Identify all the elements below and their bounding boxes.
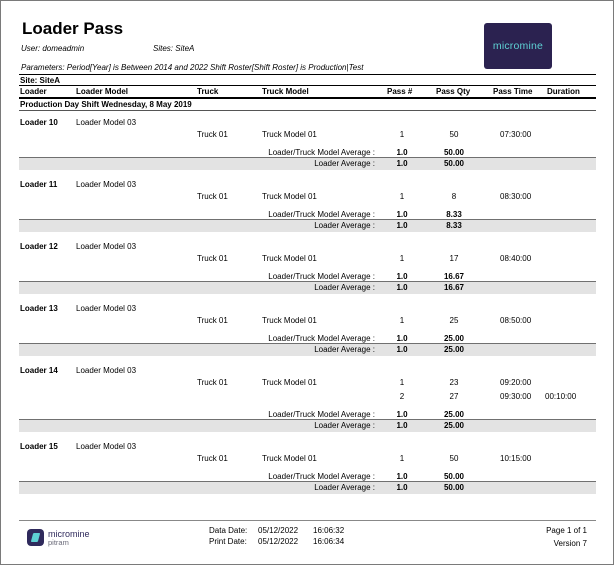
pass-number: 1 (399, 316, 405, 325)
col-header-truck: Truck (197, 87, 219, 96)
truck-model: Truck Model 01 (262, 254, 317, 263)
pass-qty: 17 (449, 254, 459, 263)
loader-name: Loader 12 (20, 242, 58, 251)
pass-number: 1 (399, 454, 405, 463)
model-average-label: Loader/Truck Model Average : (268, 210, 375, 219)
loader-average-qty: 25.00 (443, 421, 465, 430)
loader-average-label: Loader Average : (314, 159, 375, 168)
loader-model: Loader Model 03 (76, 442, 137, 451)
model-average-pass-no: 1.0 (396, 410, 408, 419)
truck-model: Truck Model 01 (262, 130, 317, 139)
col-header-pass-no: Pass # (387, 87, 413, 96)
model-average-pass-no: 1.0 (396, 334, 408, 343)
truck-name: Truck 01 (197, 378, 228, 387)
footer-brand: micromine (48, 529, 90, 539)
model-average-pass-no: 1.0 (396, 472, 408, 481)
col-header-loader: Loader (20, 87, 47, 96)
col-header-loader-model: Loader Model (76, 87, 129, 96)
loader-model: Loader Model 03 (76, 366, 137, 375)
micromine-pitram-logo-icon (27, 529, 44, 546)
pass-qty: 27 (449, 392, 459, 401)
data-time: 16:06:32 (313, 526, 345, 535)
model-average-qty: 16.67 (443, 272, 465, 281)
model-average-qty: 50.00 (443, 148, 465, 157)
model-average-label: Loader/Truck Model Average : (268, 272, 375, 281)
pass-qty: 23 (449, 378, 459, 387)
loader-average-pass-no: 1.0 (396, 159, 408, 168)
model-average-label: Loader/Truck Model Average : (268, 148, 375, 157)
loader-name: Loader 14 (20, 366, 58, 375)
divider (19, 74, 596, 75)
data-date: 05/12/2022 (258, 526, 299, 535)
col-header-duration: Duration (547, 87, 580, 96)
print-time: 16:06:34 (313, 537, 345, 546)
pass-number: 1 (399, 130, 405, 139)
truck-name: Truck 01 (197, 192, 228, 201)
header-bottom-rule (19, 97, 596, 99)
loader-average-pass-no: 1.0 (396, 345, 408, 354)
pass-time: 08:50:00 (500, 316, 532, 325)
data-date-label: Data Date: (209, 526, 248, 535)
pass-duration: 00:10:00 (545, 392, 577, 401)
loader-average-pass-no: 1.0 (396, 283, 408, 292)
col-header-pass-qty: Pass Qty (436, 87, 471, 96)
pass-number: 1 (399, 192, 405, 201)
loader-model: Loader Model 03 (76, 242, 137, 251)
loader-model: Loader Model 03 (76, 304, 137, 313)
model-average-label: Loader/Truck Model Average : (268, 410, 375, 419)
model-average-qty: 25.00 (443, 410, 465, 419)
loader-average-qty: 16.67 (443, 283, 465, 292)
loader-average-qty: 50.00 (443, 159, 465, 168)
loader-name: Loader 11 (20, 180, 58, 189)
pass-time: 08:40:00 (500, 254, 532, 263)
shift-label: Production Day Shift Wednesday, 8 May 2019 (20, 100, 192, 109)
report-sites: Sites: SiteA (153, 44, 195, 53)
truck-model: Truck Model 01 (262, 316, 317, 325)
page-number: Page 1 of 1 (546, 526, 587, 535)
truck-model: Truck Model 01 (262, 192, 317, 201)
model-average-qty: 50.00 (443, 472, 465, 481)
print-date-label: Print Date: (209, 537, 247, 546)
report-title: Loader Pass (22, 19, 124, 38)
col-header-truck-model: Truck Model (262, 87, 309, 96)
model-average-pass-no: 1.0 (396, 272, 408, 281)
loader-average-qty: 25.00 (443, 345, 465, 354)
pass-qty: 50 (449, 130, 459, 139)
pass-number: 1 (399, 254, 405, 263)
pass-time: 10:15:00 (500, 454, 532, 463)
pass-number: 1 (399, 378, 405, 387)
pass-number: 2 (399, 392, 405, 401)
report-parameters: Parameters: Period[Year] is Between 2014 and 2022 Shift Roster[Shift Roster] is Production|Test (21, 63, 364, 72)
print-date: 05/12/2022 (258, 537, 299, 546)
pass-time: 09:30:00 (500, 392, 532, 401)
model-average-label: Loader/Truck Model Average : (268, 334, 375, 343)
loader-model: Loader Model 03 (76, 180, 137, 189)
model-average-label: Loader/Truck Model Average : (268, 472, 375, 481)
site-label: Site: SiteA (20, 76, 61, 85)
model-average-pass-no: 1.0 (396, 210, 408, 219)
report-user: User: domeadmin (21, 44, 85, 53)
loader-average-label: Loader Average : (314, 345, 375, 354)
loader-average-label: Loader Average : (314, 421, 375, 430)
model-average-qty: 25.00 (443, 334, 465, 343)
pass-time: 08:30:00 (500, 192, 532, 201)
site-rule (19, 110, 596, 111)
loader-average-pass-no: 1.0 (396, 483, 408, 492)
loader-average-label: Loader Average : (314, 221, 375, 230)
loader-name: Loader 15 (20, 442, 58, 451)
micromine-logo (484, 23, 552, 69)
pass-time: 07:30:00 (500, 130, 532, 139)
loader-average-label: Loader Average : (314, 283, 375, 292)
model-average-pass-no: 1.0 (396, 148, 408, 157)
pass-qty: 50 (449, 454, 459, 463)
truck-name: Truck 01 (197, 254, 228, 263)
pass-qty: 8 (451, 192, 457, 201)
footer-rule (19, 520, 596, 521)
truck-name: Truck 01 (197, 130, 228, 139)
header-top-rule (19, 85, 596, 86)
truck-name: Truck 01 (197, 316, 228, 325)
truck-model: Truck Model 01 (262, 378, 317, 387)
truck-name: Truck 01 (197, 454, 228, 463)
footer-brand-sub: pitram (48, 538, 69, 547)
loader-name: Loader 10 (20, 118, 58, 127)
loader-average-qty: 50.00 (443, 483, 465, 492)
pass-time: 09:20:00 (500, 378, 532, 387)
col-header-pass-time: Pass Time (493, 87, 533, 96)
loader-name: Loader 13 (20, 304, 58, 313)
truck-model: Truck Model 01 (262, 454, 317, 463)
report-version: Version 7 (553, 539, 587, 548)
loader-average-pass-no: 1.0 (396, 421, 408, 430)
logo-text: micromine (492, 40, 544, 52)
loader-average-pass-no: 1.0 (396, 221, 408, 230)
loader-average-qty: 8.33 (446, 221, 462, 230)
loader-model: Loader Model 03 (76, 118, 137, 127)
pass-qty: 25 (449, 316, 459, 325)
model-average-qty: 8.33 (446, 210, 462, 219)
loader-average-label: Loader Average : (314, 483, 375, 492)
